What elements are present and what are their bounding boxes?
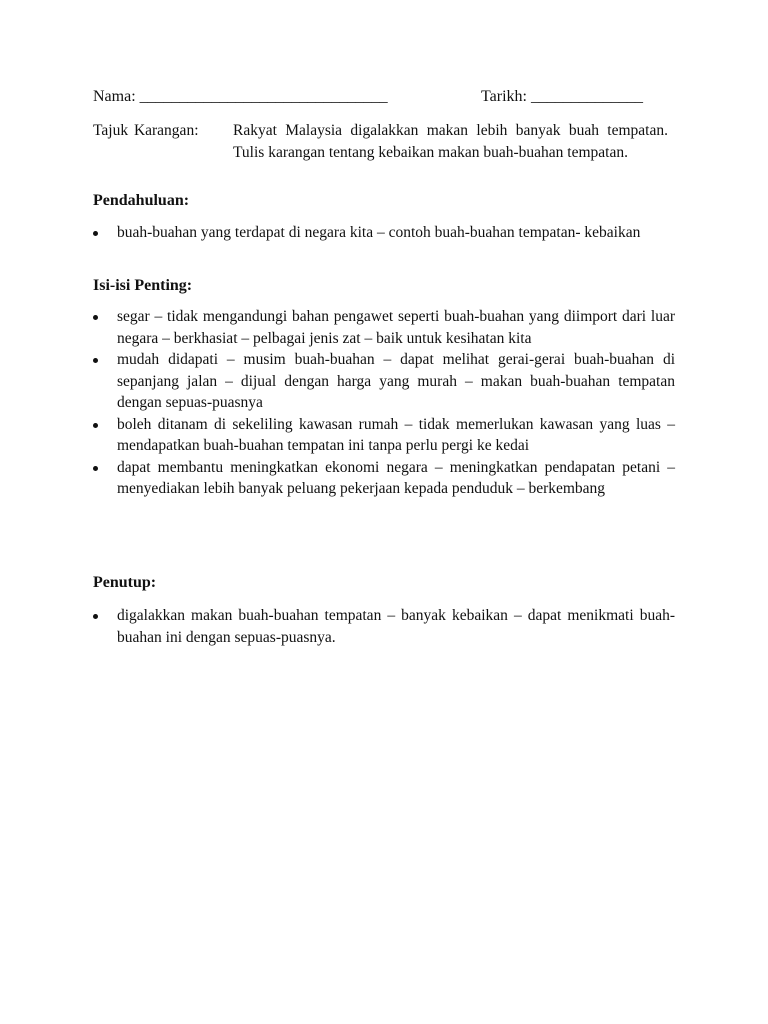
list-item-text: segar – tidak mengandungi bahan pengawet seperti buah-buahan yang diimport dari luar negara – berkhasiat – pelbagai jenis zat – baik untuk kesihatan kita	[117, 308, 675, 347]
header-row	[93, 88, 693, 110]
penutup-list	[93, 605, 675, 648]
list-item	[93, 457, 675, 500]
bullet-icon	[93, 614, 98, 619]
list-item-text: dapat membantu meningkatkan ekonomi negara – meningkatkan pendapatan petani – menyediakan lebih banyak peluang pekerjaan kepada penduduk – berkembang	[117, 458, 675, 497]
list-item	[93, 222, 675, 244]
bullet-icon	[93, 358, 98, 363]
section-title-isi-penting: Isi-isi Penting:	[93, 277, 193, 294]
list-item	[93, 414, 675, 457]
list-item	[93, 306, 675, 349]
bullet-icon	[93, 466, 98, 471]
list-item-text: boleh ditanam di sekeliling kawasan rumah – tidak memerlukan kawasan yang luas – mendapatkan buah-buahan tempatan ini tanpa perlu pergi ke kedai	[117, 415, 675, 454]
list-item	[93, 349, 675, 414]
tarikh-field: Tarikh: ______________	[481, 88, 643, 105]
list-item-text: buah-buahan yang terdapat di negara kita – contoh buah-buahan tempatan- kebaikan	[117, 224, 641, 241]
list-item-text: digalakkan makan buah-buahan tempatan – banyak kebaikan – dapat menikmati buah-buahan ini dengan sepuas-puasnya.	[117, 607, 675, 646]
list-item	[93, 605, 675, 648]
section-title-penutup: Penutup:	[93, 574, 157, 591]
topic-label: Tajuk Karangan:	[93, 122, 199, 139]
topic-text: Rakyat Malaysia digalakkan makan lebih banyak buah tempatan. Tulis karangan tentang kebaikan makan buah-buahan tempatan.	[233, 122, 668, 161]
bullet-icon	[93, 231, 98, 236]
isi-penting-list	[93, 306, 675, 500]
bullet-icon	[93, 315, 98, 320]
essay-topic	[93, 120, 668, 184]
list-item-text: mudah didapati – musim buah-buahan – dapat melihat gerai-gerai buah-buahan di sepanjang jalan – dijual dengan harga yang murah – makan buah-buahan tempatan dengan sepuas-puasnya	[117, 351, 675, 411]
bullet-icon	[93, 423, 98, 428]
nama-field: Nama: _______________________________	[93, 88, 388, 105]
section-title-pendahuluan: Pendahuluan:	[93, 192, 190, 209]
pendahuluan-list	[93, 222, 675, 244]
